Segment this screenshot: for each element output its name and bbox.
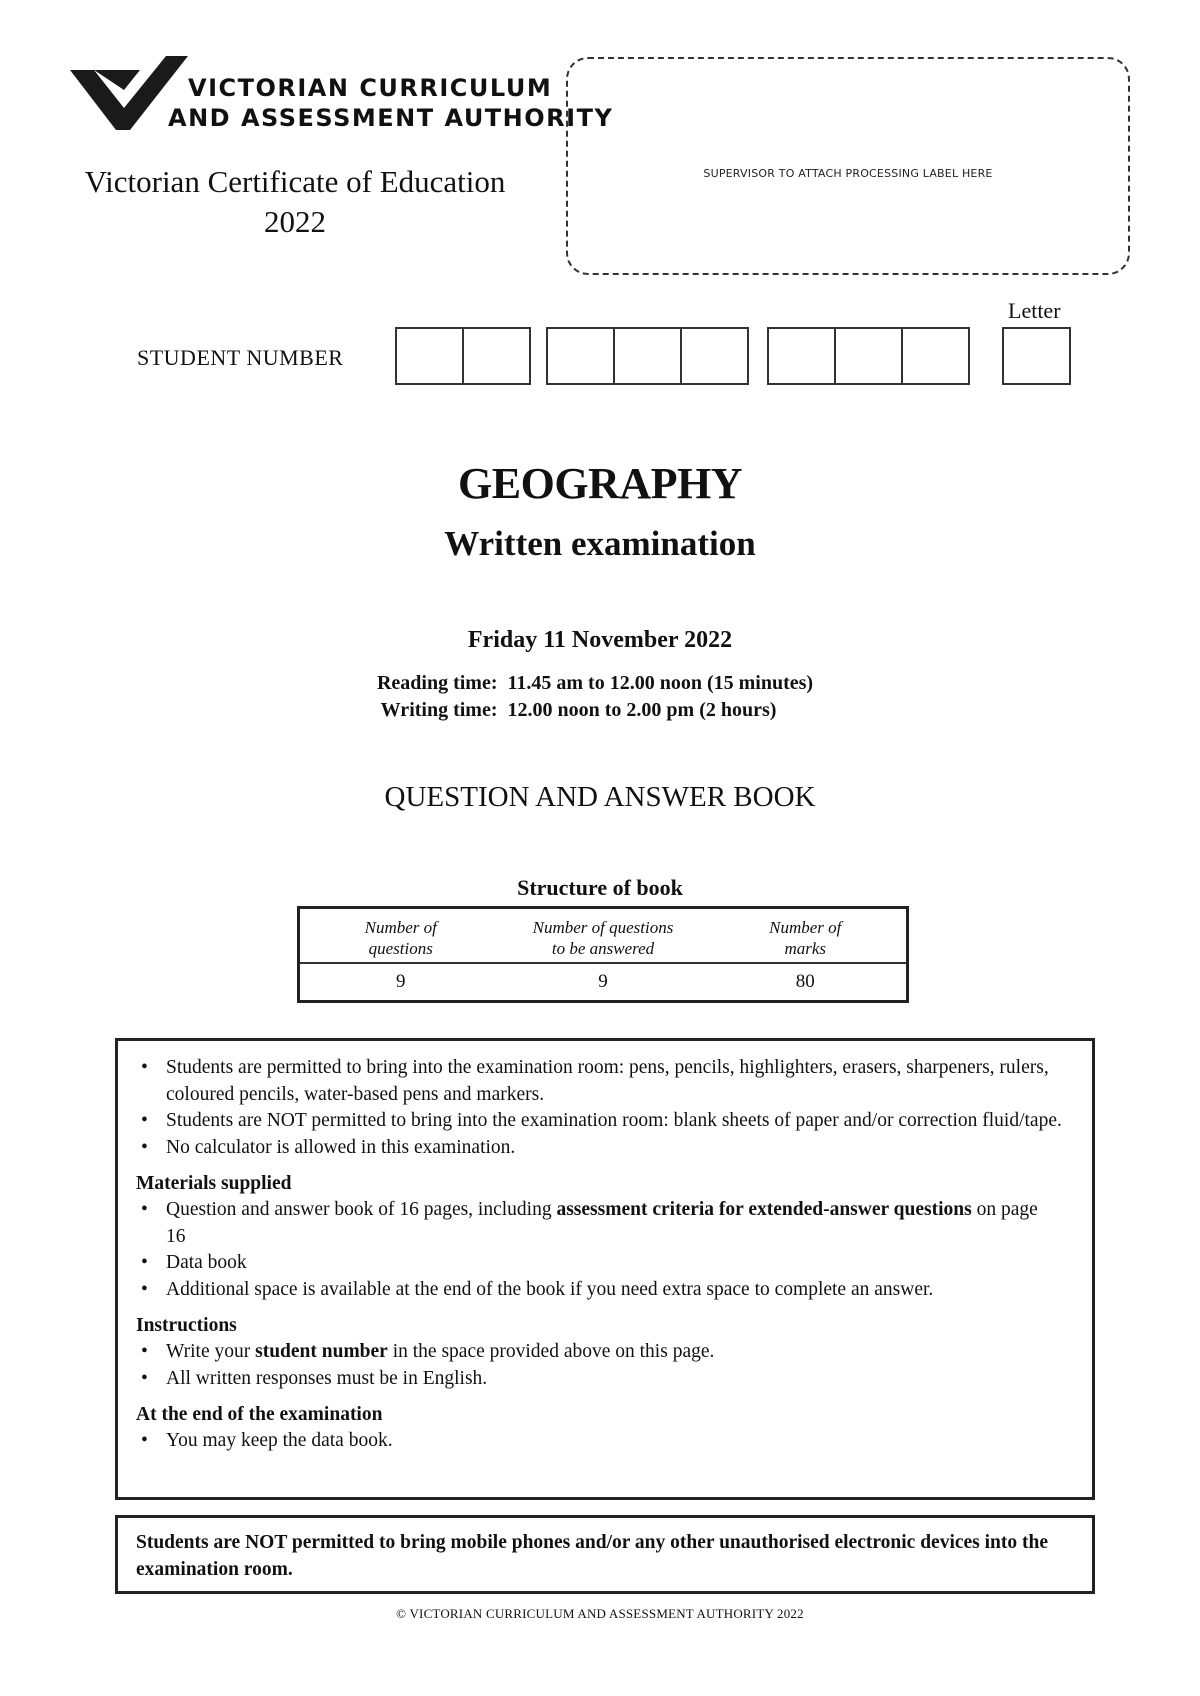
header-questions-line2: questions (368, 939, 433, 958)
student-number-digit-5[interactable] (680, 327, 749, 385)
student-number-digit-2[interactable] (462, 327, 531, 385)
student-letter-box[interactable] (1002, 327, 1071, 385)
materials-item-1-a: Question and answer book of 16 pages, including (166, 1199, 557, 1220)
header-marks-line1: Number of (769, 918, 842, 937)
book-title: QUESTION AND ANSWER BOOK (384, 781, 816, 813)
materials-item-1 (136, 1197, 1062, 1250)
rules-list (136, 1055, 1062, 1161)
student-letter-group (1002, 327, 1071, 385)
instructions-heading: Instructions (136, 1315, 237, 1336)
header-to-answer (502, 908, 705, 964)
end-heading: At the end of the examination (136, 1404, 383, 1425)
student-number-group-1 (395, 327, 531, 385)
structure-table (297, 906, 909, 1003)
student-number-digit-7[interactable] (834, 327, 903, 385)
rule-no-calculator: • No calculator is allowed in this examination. (136, 1135, 1062, 1162)
header-to-answer-line1: Number of questions (532, 918, 674, 937)
materials-item-3: • Additional space is available at the end of the book if you need extra space to complete an answer. (136, 1277, 1062, 1304)
warning-box (115, 1515, 1095, 1594)
instructions-item-1-b: student number (255, 1341, 388, 1362)
writing-time-value: 12.00 noon to 2.00 pm (2 hours) (507, 699, 777, 721)
copyright: © VICTORIAN CURRICULUM AND ASSESSMENT AUTHORITY 2022 (396, 1606, 804, 1621)
value-to-answer: 9 (598, 971, 608, 992)
header-questions-line1: Number of (364, 918, 437, 937)
reading-time-row (0, 670, 1200, 697)
student-number-label: STUDENT NUMBER (137, 345, 344, 370)
writing-time-row (0, 697, 1200, 724)
materials-item-2: • Data book (136, 1250, 1062, 1277)
student-number-digit-6[interactable] (767, 327, 836, 385)
student-number-group-2 (546, 327, 749, 385)
header-marks-line2: marks (784, 939, 827, 958)
instructions-item-1 (136, 1339, 1062, 1366)
structure-value-row (299, 963, 908, 1002)
processing-label-box (566, 57, 1130, 275)
writing-time-label: Writing time: (380, 699, 498, 721)
value-questions: 9 (396, 971, 406, 992)
processing-label-text: SUPERVISOR TO ATTACH PROCESSING LABEL HERE (703, 167, 993, 180)
structure-title: Structure of book (517, 875, 683, 900)
reading-time-value: 11.45 am to 12.00 noon (15 minutes) (507, 672, 814, 694)
rule-permitted: • Students are permitted to bring into the examination room: pens, pencils, highlighters, erasers, sharpeners, rulers, coloured pencils, water-based pens and markers. (136, 1055, 1062, 1108)
warning-text: Students are NOT permitted to bring mobile phones and/or any other unauthorised electronic devices into the examination room. (136, 1532, 1049, 1580)
header-to-answer-line2: to be answered (551, 939, 655, 958)
instructions-item-1-c: in the space provided above on this page. (387, 1341, 715, 1362)
student-number-digit-4[interactable] (613, 327, 682, 385)
rule-not-permitted: • Students are NOT permitted to bring into the examination room: blank sheets of paper and/or correction fluid/tape. (136, 1108, 1062, 1135)
end-list (136, 1428, 1062, 1455)
student-number-digit-1[interactable] (395, 327, 464, 385)
materials-heading: Materials supplied (136, 1173, 292, 1194)
certificate-year: 2022 (264, 204, 326, 239)
subject-title: GEOGRAPHY (458, 459, 742, 508)
student-number-digit-8[interactable] (901, 327, 970, 385)
header-marks (705, 908, 908, 964)
logo-line-1: VICTORIAN CURRICULUM (188, 74, 553, 102)
instructions-item-2: • All written responses must be in English. (136, 1366, 1062, 1393)
student-number-group-3 (767, 327, 970, 385)
certificate-title: Victorian Certificate of Education (84, 164, 506, 199)
exam-type: Written examination (444, 524, 756, 563)
header-questions (299, 908, 502, 964)
structure-header-row (299, 908, 908, 964)
exam-date: Friday 11 November 2022 (467, 627, 733, 653)
instructions-item-1-a: Write your (166, 1341, 256, 1362)
end-item-1: • You may keep the data book. (136, 1428, 1062, 1455)
letter-label: Letter (1008, 298, 1061, 323)
logo-line-2: AND ASSESSMENT AUTHORITY (168, 104, 614, 132)
student-number-digit-3[interactable] (546, 327, 615, 385)
materials-list (136, 1197, 1062, 1303)
vcaa-logo (70, 56, 614, 136)
value-marks: 80 (795, 971, 815, 992)
instructions-list (136, 1339, 1062, 1392)
materials-item-1-b: assessment criteria for extended-answer questions (556, 1199, 972, 1220)
information-box (115, 1038, 1095, 1500)
exam-times (0, 670, 1200, 724)
materials-item-1-c: on page 16 (166, 1199, 1038, 1247)
reading-time-label: Reading time: (376, 672, 498, 694)
